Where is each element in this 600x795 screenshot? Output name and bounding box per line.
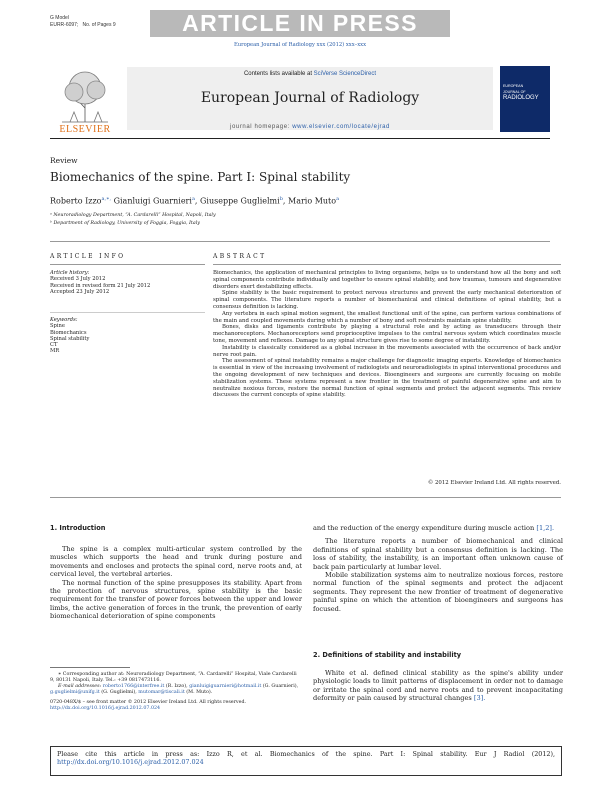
cover-line-2: JOURNAL OF (503, 90, 526, 94)
article-in-press-banner: ARTICLE IN PRESS (150, 10, 450, 37)
abstract-bottom-rule (50, 497, 561, 498)
abstract-paragraph: Bones, disks and ligaments contribute by playing a structural role and by acting as transducers through their mechanoreceptors. Mechanoreceptors send proprioceptive impulses to the central nervous system which coordinates muscle tone, movement and reflexes. Damage to any spinal structure gives rise to some degree of instability. (213, 324, 561, 344)
right-column-body (313, 524, 563, 613)
abstract-paragraph: Biomechanics, the application of mechanical principles to living organisms, helps us to understand how all the bony and soft spinal components contribute individually and together to ensure spinal stability, and how traumas, tumours and degenerative disorders exert destabilizing effects. (213, 270, 561, 290)
corresponding-author-note: ∗ Corresponding author at: Neuroradiology Department, “A. Cardarelli” Hospital, Viale Cardarelli 9, 80131 Napoli, Italy. Tel.: +39 0817473116. (50, 672, 297, 683)
citation-box (50, 746, 562, 776)
reference-link[interactable]: [3]. (473, 694, 486, 703)
abstract-paragraph: Spine stability is the basic requirement to protect nervous structures and prevent the early mechanical deterioration of spinal components. The literature reports a number of biomechanical and clinical definitions of spinal stability, but a consensus definition is lacking. (213, 290, 561, 310)
email-owner: (M. Muto). (186, 690, 213, 695)
article-history (50, 270, 205, 295)
author-name: Mario Muto (288, 196, 337, 206)
citation-doi-link[interactable]: http://dx.doi.org/10.1016/j.ejrad.2012.07.024 (57, 758, 204, 767)
affiliation-b: ᵇ Department of Radiology, University of Foggia, Foggia, Italy (50, 221, 200, 226)
author-name: Roberto Izzo (50, 196, 102, 206)
email-link[interactable]: roberto1766@interfree.it (102, 684, 165, 689)
footnote-rule (50, 667, 130, 668)
article-type: Review (50, 156, 78, 165)
author-affil-mark[interactable]: a (191, 196, 195, 202)
article-info-heading: ARTICLE INFO (50, 253, 126, 260)
author-name: Giuseppe Guglielmi (200, 196, 280, 206)
definitions-body (313, 669, 563, 703)
homepage-link[interactable]: www.elsevier.com/locate/ejrad (292, 124, 390, 130)
body-paragraph: Mobile stabilization systems aim to neutralize noxious forces, restore normal function of the spinal segments and protect the adjacent segments. They represent the new frontier of treatment of degenerative painful spine on which the attention of bioengineers and surgeons has focused. (313, 571, 563, 613)
elsevier-logo (50, 68, 120, 138)
abstract-paragraph: The assessment of spinal instability remains a major challenge for diagnostic imaging experts. Knowledge of biomechanics is essential in view of the increasing involvement of radiologists and neuroradiologists in spinal interventional procedures and the ongoing development of new techniques and devices. Bioengineers and surgeons are currently focusing on mobile stabilization systems. These systems represent a new frontier in the treatment of painful degenerative spine and aim to neutralize noxious forces, restore the normal function of spinal segments and protect the adjacent segments. This review discusses the current concepts of spine stability. (213, 358, 561, 399)
intro-paragraph: The normal function of the spine presupposes its stability. Apart from the protection of nervous structures, spine stability is the basic requirement for the transfer of power forces between the upper and lower limbs, the active generation of forces in the trunk, the prevention of early biomechanical deterioration of spine components (50, 578, 302, 621)
body-paragraph: The literature reports a number of biomechanical and clinical definitions of spinal stability but a consensus definition is lacking. The loss of stability, the instability, is an important often unknown cause of back pain particularly at lumbar level. (313, 537, 563, 571)
contents-prefix: Contents lists available at (243, 71, 312, 77)
email-owner: (G. Guglielmi), (101, 690, 137, 695)
definition-text: White et al. defined clinical stability as the spine's ability under physiologic loads to limit patterns of displacement in order not to damage or irritate the spinal cord and nerve roots and to prevent incapacitating deformity or pain caused by structural changes (313, 669, 563, 703)
history-item: Received in revised form 21 July 2012 (50, 282, 151, 289)
email-label: E-mail addresses: (58, 684, 102, 689)
abstract-paragraph: Any vertebra in each spinal motion segment, the smallest functional unit of the spine, can perform various combinations of the main and coupled movements during which a number of bony and soft restraints maintain spine stability. (213, 310, 561, 324)
header-rule (50, 138, 550, 139)
intro-paragraph: The spine is a complex multi-articular system controlled by the muscles which supports the head and trunk during posture and movements and encloses and protects the spinal cord, nerve roots and, at cervical level, the vertebral arteries. (50, 545, 302, 579)
author-name: Gianluigi Guarnieri (113, 196, 192, 206)
author-list: Roberto Izzo$^{a,∗,}$ Gianluigi Guarnieri$^a$, Giuseppe Guglielmi$^b$, Mario Muto$^a$ (50, 196, 340, 206)
journal-title: European Journal of Radiology (200, 90, 420, 106)
keyword: Spine (50, 323, 65, 330)
intro-body (50, 545, 302, 621)
affiliation-a: ᵃ Neuroradiology Department, “A. Cardarelli” Hospital, Napoli, Italy (50, 213, 216, 218)
keywords-label: Keywords: (50, 317, 78, 323)
journal-homepage (127, 124, 493, 130)
intro-heading: 1. Introduction (50, 524, 106, 532)
body-paragraph (313, 669, 563, 703)
cover-line-1: EUROPEAN (503, 84, 524, 88)
issn-line: 0720-048X/$ – see front matter © 2012 Elsevier Ireland Ltd. All rights reserved. (50, 700, 247, 705)
article-code: EURR-6097; (50, 22, 79, 28)
doi-link[interactable]: http://dx.doi.org/10.1016/j.ejrad.2012.07.024 (50, 706, 161, 711)
sciencedirect-link[interactable]: SciVerse ScienceDirect (313, 71, 377, 77)
definitions-heading: 2. Definitions of stability and instability (313, 651, 462, 659)
abstract-heading: ABSTRACT (213, 253, 267, 260)
email-note (50, 684, 302, 696)
header-citation[interactable]: European Journal of Radiology xxx (2012) xxx–xxx (233, 42, 367, 48)
citation-text: Please cite this article in press as: Izzo R, et al. Biomechanics of the spine. Part I: Spinal stability. Eur J Radiol (2012), (57, 750, 555, 758)
cover-line-3: RADIOLOGY (503, 95, 539, 101)
abstract-paragraph: Instability is classically considered as a global increase in the movements associated with the occurrence of back and/or nerve root pain. (213, 344, 561, 358)
history-label: Article history: (50, 270, 90, 276)
continued-paragraph (313, 524, 563, 532)
continued-text: and the reduction of the energy expenditure during muscle action (313, 524, 535, 532)
email-owner: (R. Izzo), (165, 684, 188, 689)
email-link[interactable]: mutomar@tiscali.it (138, 690, 185, 695)
keywords (50, 317, 205, 355)
title-rule (50, 241, 550, 242)
email-link[interactable]: g.guglielmi@unifg.it (50, 690, 100, 695)
footnotes (50, 672, 302, 712)
history-item: Accepted 23 July 2012 (50, 288, 110, 295)
author-affil-mark[interactable]: b (279, 196, 283, 202)
author-affil-mark[interactable]: a,∗, (101, 196, 112, 202)
reference-link[interactable]: [1,2]. (536, 524, 555, 532)
info-rule (50, 264, 205, 265)
elsevier-wordmark: ELSEVIER (59, 124, 111, 135)
copyright-notice: © 2012 Elsevier Ireland Ltd. All rights reserved. (427, 480, 561, 486)
email-owner: (G. Guarnieri), (262, 684, 299, 689)
history-item: Received 3 July 2012 (50, 276, 106, 283)
info-divider (50, 312, 205, 313)
article-title: Biomechanics of the spine. Part I: Spinal stability (50, 170, 351, 184)
cover-title (503, 83, 548, 101)
gmodel-label: G Model (50, 15, 69, 21)
abstract-rule (213, 264, 561, 265)
running-meta (50, 15, 116, 29)
contents-line (127, 71, 493, 77)
homepage-prefix: journal homepage: (230, 124, 290, 130)
page-count: No. of Pages 9 (82, 22, 116, 28)
abstract-body (213, 270, 561, 399)
author-affil-mark[interactable]: a (336, 196, 340, 202)
keyword: CT (50, 342, 58, 349)
email-link[interactable]: gianluigiguarnieri@hotmail.it (189, 684, 262, 689)
keyword: Biomechanics (50, 329, 87, 336)
keyword: Spinal stability (50, 335, 90, 342)
keyword: MR (50, 348, 60, 355)
